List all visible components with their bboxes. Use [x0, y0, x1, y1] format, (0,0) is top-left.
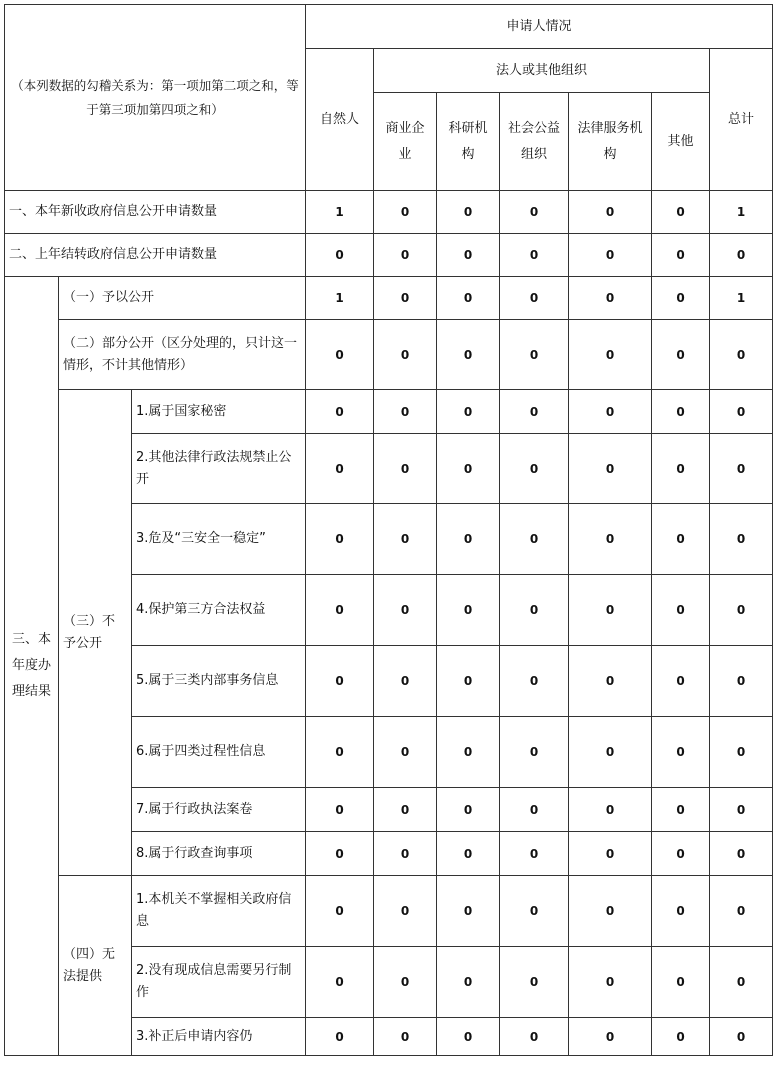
- col-natural-person: 自然人: [306, 49, 374, 191]
- cell: 0: [500, 320, 569, 390]
- cell: 0: [500, 191, 569, 234]
- cell: 0: [306, 832, 374, 876]
- cell: 0: [569, 876, 652, 947]
- cell: 0: [306, 320, 374, 390]
- cell: 0: [569, 717, 652, 788]
- cell: 0: [437, 876, 500, 947]
- table-row: [5, 390, 773, 434]
- cell: 0: [652, 717, 710, 788]
- cell: 0: [437, 234, 500, 277]
- cell: 0: [652, 434, 710, 504]
- cell: 0: [710, 504, 773, 575]
- cell: 0: [569, 504, 652, 575]
- row-label: 4.保护第三方合法权益: [132, 575, 306, 646]
- cell: 0: [437, 717, 500, 788]
- cell: 1: [306, 191, 374, 234]
- cell: 0: [569, 575, 652, 646]
- cell: 0: [437, 191, 500, 234]
- row-label: （二）部分公开（区分处理的，只计这一情形，不计其他情形）: [59, 320, 306, 390]
- row-label: （一）予以公开: [59, 277, 306, 320]
- cell: 0: [500, 646, 569, 717]
- cell: 0: [710, 390, 773, 434]
- cell: 0: [306, 390, 374, 434]
- cell: 0: [306, 646, 374, 717]
- cell: 0: [306, 947, 374, 1018]
- cell: 0: [437, 1018, 500, 1056]
- cell: 0: [374, 390, 437, 434]
- cell: 0: [652, 947, 710, 1018]
- cell: 0: [652, 1018, 710, 1056]
- cell: 0: [569, 234, 652, 277]
- cell: 0: [500, 717, 569, 788]
- col-commercial: 商业企业: [374, 93, 437, 191]
- cell: 0: [500, 390, 569, 434]
- cell: 0: [437, 320, 500, 390]
- cell: 0: [374, 788, 437, 832]
- row-label: 7.属于行政执法案卷: [132, 788, 306, 832]
- cell: 0: [569, 434, 652, 504]
- cell: 0: [500, 832, 569, 876]
- cell: 0: [710, 1018, 773, 1056]
- table-row: [5, 191, 773, 234]
- cell: 0: [500, 234, 569, 277]
- cell: 0: [500, 434, 569, 504]
- cell: 0: [652, 277, 710, 320]
- s3-3-label: （三）不予公开: [59, 390, 132, 876]
- cell: 0: [306, 234, 374, 277]
- row-label: 2.其他法律行政法规禁止公开: [132, 434, 306, 504]
- cell: 0: [500, 947, 569, 1018]
- row-label: 5.属于三类内部事务信息: [132, 646, 306, 717]
- row-label: 3.危及“三安全一稳定”: [132, 504, 306, 575]
- cell: 0: [437, 947, 500, 1018]
- cell: 0: [437, 434, 500, 504]
- cell: 0: [437, 277, 500, 320]
- cell: 0: [652, 234, 710, 277]
- cell: 0: [569, 1018, 652, 1056]
- table-row: [5, 320, 773, 390]
- cell: 0: [374, 320, 437, 390]
- cell: 0: [437, 788, 500, 832]
- cell: 0: [437, 832, 500, 876]
- row-label: 一、本年新收政府信息公开申请数量: [5, 191, 306, 234]
- cell: 0: [569, 390, 652, 434]
- cell: 0: [500, 575, 569, 646]
- cell: 0: [437, 575, 500, 646]
- cell: 0: [306, 1018, 374, 1056]
- cell: 0: [652, 191, 710, 234]
- cell: 0: [306, 717, 374, 788]
- col-legal-service: 法律服务机构: [569, 93, 652, 191]
- row-label: 二、上年结转政府信息公开申请数量: [5, 234, 306, 277]
- row-label: 2.没有现成信息需要另行制作: [132, 947, 306, 1018]
- cell: 0: [569, 277, 652, 320]
- cell: 0: [306, 876, 374, 947]
- cell: 0: [652, 390, 710, 434]
- disclosure-statistics-table: [4, 4, 773, 1056]
- row-label: 1.本机关不掌握相关政府信息: [132, 876, 306, 947]
- header-note: （本列数据的勾稽关系为：第一项加第二项之和，等于第三项加第四项之和）: [5, 5, 306, 191]
- cell: 0: [569, 646, 652, 717]
- col-public-welfare: 社会公益组织: [500, 93, 569, 191]
- row-label: 1.属于国家秘密: [132, 390, 306, 434]
- cell: 0: [710, 876, 773, 947]
- cell: 0: [710, 234, 773, 277]
- cell: 0: [374, 1018, 437, 1056]
- col-other: 其他: [652, 93, 710, 191]
- section3-label: 三、本年度办理结果: [5, 277, 59, 1056]
- cell: 0: [437, 504, 500, 575]
- row-label: 8.属于行政查询事项: [132, 832, 306, 876]
- cell: 0: [374, 947, 437, 1018]
- header-legal-org: 法人或其他组织: [374, 49, 710, 93]
- cell: 0: [306, 575, 374, 646]
- cell: 0: [710, 646, 773, 717]
- col-research: 科研机构: [437, 93, 500, 191]
- cell: 0: [652, 575, 710, 646]
- cell: 0: [710, 575, 773, 646]
- cell: 0: [652, 876, 710, 947]
- cell: 0: [306, 504, 374, 575]
- cell: 0: [710, 717, 773, 788]
- cell: 0: [374, 191, 437, 234]
- cell: 0: [374, 504, 437, 575]
- row-label: 3.补正后申请内容仍: [132, 1018, 306, 1056]
- cell: 0: [500, 277, 569, 320]
- cell: 0: [374, 832, 437, 876]
- cell: 1: [710, 191, 773, 234]
- cell: 0: [374, 646, 437, 717]
- cell: 0: [374, 434, 437, 504]
- cell: 0: [437, 646, 500, 717]
- cell: 0: [374, 876, 437, 947]
- cell: 0: [652, 788, 710, 832]
- cell: 0: [437, 390, 500, 434]
- cell: 1: [306, 277, 374, 320]
- cell: 0: [652, 646, 710, 717]
- cell: 0: [500, 876, 569, 947]
- cell: 0: [500, 504, 569, 575]
- s3-4-label: （四）无法提供: [59, 876, 132, 1056]
- cell: 0: [710, 947, 773, 1018]
- cell: 0: [569, 788, 652, 832]
- cell: 0: [374, 717, 437, 788]
- row-label: 6.属于四类过程性信息: [132, 717, 306, 788]
- table-row: [5, 876, 773, 947]
- table-row: [5, 234, 773, 277]
- cell: 0: [569, 832, 652, 876]
- cell: 0: [652, 320, 710, 390]
- cell: 0: [569, 320, 652, 390]
- cell: 0: [500, 788, 569, 832]
- cell: 0: [306, 434, 374, 504]
- col-total: 总计: [710, 49, 773, 191]
- table-row: [5, 277, 773, 320]
- cell: 0: [569, 947, 652, 1018]
- cell: 0: [710, 832, 773, 876]
- cell: 1: [710, 277, 773, 320]
- cell: 0: [652, 832, 710, 876]
- cell: 0: [569, 191, 652, 234]
- cell: 0: [652, 504, 710, 575]
- cell: 0: [710, 434, 773, 504]
- cell: 0: [500, 1018, 569, 1056]
- cell: 0: [306, 788, 374, 832]
- header-applicant-situation: 申请人情况: [306, 5, 773, 49]
- cell: 0: [374, 575, 437, 646]
- cell: 0: [374, 234, 437, 277]
- cell: 0: [374, 277, 437, 320]
- cell: 0: [710, 788, 773, 832]
- cell: 0: [710, 320, 773, 390]
